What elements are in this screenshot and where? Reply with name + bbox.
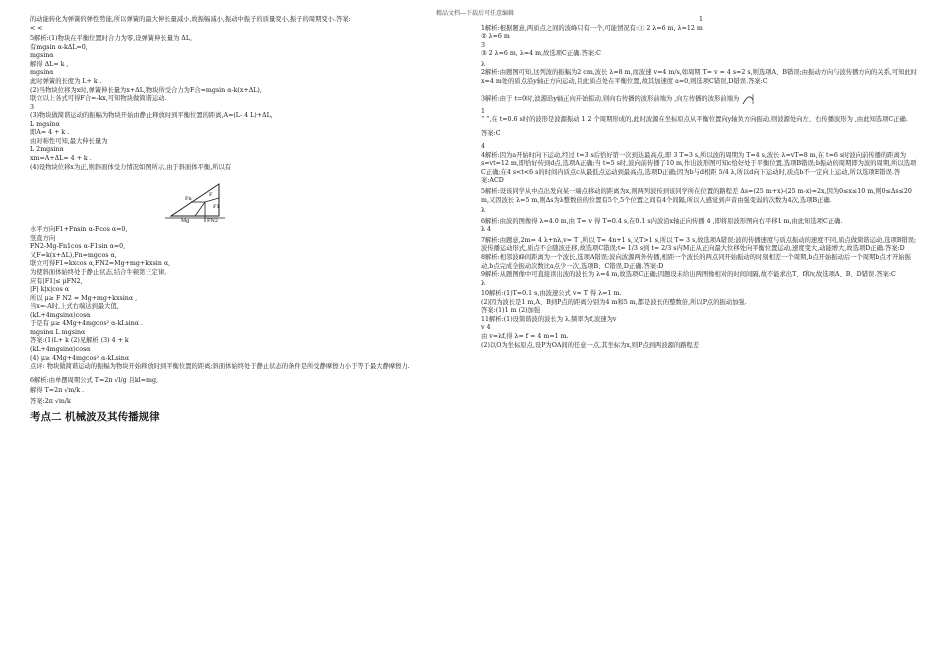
text-line: 有mgsin α-kΔL=0, — [30, 43, 88, 51]
text-line: 竖直方向 — [30, 234, 56, 242]
label-fn: Fn — [185, 196, 192, 203]
text-span: 3解析:由于 t=0时,波源沿y轴正向开始振动,则向右传播的波形前端为 ,向左传播的波形前端为 — [481, 95, 740, 102]
section-title: 考点二 机械波及其传播规律 — [30, 411, 160, 424]
text-line: 解得 ΔL= k , — [30, 60, 69, 68]
text-line: (2)以O为坐标原点,设P为OA间的任意一点,其坐标为x,则P点到两波源的路程差 — [481, 341, 700, 349]
text-line: (3)物块做简谐运动的振幅为物块开始由静止释放时到平衡位置的距离,A=(L- 4 L)+ΔL, — [30, 112, 273, 120]
text-line: 于是有 μ≥ 4Mg+4mgcos² α-kLsinα . — [30, 320, 144, 328]
text-line: 7解析:由题意,2m= 4 λ+nλ,v= T ,所以 T= 4n+1 s,又T>1 s,所以 T= 3 s,故选项A错误;波的传播速度与质点振动的速度不同,质点做简谐运动,选项B错误;波传播运动形式,质点不会随波迁移,故选项C错误;t= 1/3 s到 t= 2/3 s内M正从正向最大位移处向平衡位置运动,速度变大,动能增大,故选项D正确.答案:D — [481, 236, 917, 253]
text-line: (4) μ≥ 4Mg+4mgcos² α-kLsinα — [30, 354, 130, 362]
text-line: 为使斜面体始终处于静止状态,结合牛顿第三定律, — [30, 268, 167, 276]
text-line: 5解析:(1)物块在平衡位置时合力为零,设弹簧伸长量为 ΔL, — [30, 35, 193, 43]
text-line: FN2-Mg-Fn1cos α-F1sin α=0, — [30, 243, 126, 251]
text-line: 答案:2π √m/k — [30, 397, 71, 405]
text-line: 即A= 4 + k . — [30, 129, 70, 137]
wave-front-right-figure — [741, 92, 763, 106]
text-line: λ 4 — [481, 226, 491, 234]
force-diagram — [30, 172, 462, 226]
text-line: 由对称性可知,最大伸长量为 — [30, 137, 108, 145]
text-line: 5解析:设该同学从中点出发向某一端点移动的距离为x,则两列波传到该同学所在位置的路程差 Δs=(25 m+x)-(25 m-x)=2x,因为0≤x≤10 m,则0≤Δs≤20 m,又因波长 λ=5 m,则Δs为λ整数倍的位置有5个,5个位置之间有4个间隔,所以人感觉到声音由强变弱的次数为4次,选项B正确. — [481, 188, 912, 204]
text-line: 点评: 物块做简谐运动的振幅为物块开始释放时到平衡位置的距离;斜面体始终处于静止状态的条件是所受静摩擦力小于等于最大静摩擦力. — [30, 363, 410, 371]
text-line: mgsinα — [30, 52, 54, 60]
text-line: L mgsinα — [30, 120, 60, 128]
text-line: 水平方向F1+Fnsin α-Fcos α=0, — [30, 226, 128, 234]
text-line: 3 — [30, 103, 35, 111]
text-line: 答案:(1)1 m (2)加强 — [481, 307, 541, 315]
text-line: 6解析:由单摆周期公式 T=2π √l/g 且kl=mg, — [30, 376, 159, 384]
text-line: 答案:C — [481, 129, 501, 137]
text-line: 3 — [481, 41, 486, 49]
text-line: 由 v=λf,得 λ= f = 4 m=1 m. — [481, 333, 569, 340]
text-line: “ ”,在 t=0.6 s时的波形是波源振动 1 2 个周期形成的,此时波源在坐标原点从平衡位置向y轴负方向振动,则波源处向左、右传播波形为 ,由此知选项C正确. — [481, 116, 908, 124]
text-line: 当x=-A时,上式右端达到最大值, — [30, 303, 119, 311]
text-line: (2)当物块位移为x时,弹簧伸长量为x+ΔL,物块所受合力为F合=mgsin α-k(x+ΔL), — [30, 86, 262, 94]
text-line: 又F=k(x+ΔL),Fn=mgcos α, — [30, 251, 117, 259]
incline-figure — [165, 174, 225, 224]
text-line: 4解析:因为a开始时向下运动,经过 t=3 s后恰好第一次到达最高点,即 3 T=3 s,所以波的周期为 T=4 s,波长 λ=vT=8 m,在 t=6 s时波向前传播的距离为 s=vt=12 m,即恰好传到d点,选项A正确;当 t=5 s时,波向前传播了10 m,作出波形图可知c恰好处于平衡位置,选项B错误;b振动的周期即为波的周期,所以选项C正确;在4 s<t<6 s的时间内质点c从最低点运动到最高点,选项D正确;因为b与d相距 5/4 λ,所以d向下运动时,质点b不一定向上运动,所以选项E错误.答案:ACD — [481, 151, 917, 185]
text-line: 4 — [481, 143, 486, 151]
right-column — [481, 16, 921, 350]
text-line: (kL+4mgsinα)cosα — [30, 311, 91, 319]
text-line: 此时弹簧的长度为 L+ k . — [30, 77, 102, 85]
text-line: λ — [481, 279, 485, 287]
text-line: 解得 T=2π √m/k . — [30, 387, 85, 395]
text-line: ③ 2 λ=6 m, λ=4 m,故选项C正确.答案:C — [481, 50, 601, 58]
text-line: (2)因为波长是1 m,A、B到P点的距离分别为4 m和5 m,都是波长的整数倍,所以P点的振动加强. — [481, 298, 747, 306]
text-line: 2解析:由题图可知,这列波的振幅为2 cm,波长 λ=8 m,而波速 v=4 m/s,如周期 T= v = 4 s=2 s,则选项A、B错误;由振动方向与波传播方向的关系,可知此时 x=4 m处的质点沿y轴正方向运动,且此质点处在平衡位置,故其加速度 a=0,则选项C错误,D错误.答案:C — [481, 69, 918, 85]
text-line: L 2mgsinα — [30, 146, 64, 154]
text-line: 11解析:(1)设简谐波的波长为 λ,频率为f,波速为v — [481, 315, 617, 323]
page-header: 精品文档---下载后可任意编辑 — [435, 10, 515, 17]
text-line: λ — [481, 60, 485, 68]
text-line: 1 — [698, 16, 703, 23]
text-line: xm=A+ΔL= 4 + k . — [30, 155, 92, 162]
text-line: 答案:(1)L+ k (2)见解析 (3) 4 + k — [30, 337, 129, 345]
text-line: 10解析:(1)T=0.1 s,由波速公式 v= T 得 λ=1 m. — [481, 290, 622, 298]
text-line: 6解析:由波的图像得 λ=4.0 m,由 T= v 得 T=0.4 s,在0.1 s内波沿x轴正向传播 4 ,即将原波形图向右平移1 m,由此知选项C正确. — [481, 217, 843, 225]
text-line: 所以 μ≥ F N2 = Mg+mg+kxsinα , — [30, 294, 138, 302]
text-line: 1 — [481, 107, 486, 115]
text-line: 8解析:相邻波峰间距离为一个波长,选项A错误;波向波源两外传播,相距一个波长的两点同开始振动的时刻相差一个周期,b点开始振动后一个周期b点才开始振动,b点完成全振动次数比a点少一次,选项B、C错误,D正确.答案:D — [481, 253, 911, 270]
text-line: mgsinα — [30, 69, 54, 77]
text-line: 联立可得F1=kxcos α,FN2=Mg+mg+kxsin α, — [30, 260, 171, 268]
text-line: ② λ=6 m — [481, 33, 510, 41]
label-f1: F1 — [213, 204, 220, 211]
text-line: 1解析:根据题意,两质点之间的波峰只有一个,可能情况有:① 2 λ=6 m, λ=12 m — [481, 24, 703, 32]
label-f: F — [209, 192, 213, 199]
text-line: mgsinα L mgsinα — [30, 328, 86, 336]
text-line: < < — [30, 24, 43, 32]
text-line: (4)设物块位移x为正,则斜面体受力情况如图所示,由于斜面体平衡,所以有 — [30, 163, 232, 171]
text-line: |F| k|x|cos α — [30, 286, 70, 294]
left-column — [30, 16, 462, 425]
text-line: (kL+4mgsinα)cosα — [30, 346, 91, 353]
text-line: 的动能转化为弹簧的弹性势能,所以弹簧的最大伸长量减小,故振幅减小,振动中振子的质量变小,振子的周期变小.答案: — [30, 16, 351, 23]
label-mg: Mg — [181, 218, 190, 225]
text-line: v 4 — [481, 324, 491, 332]
text-line: λ — [481, 207, 485, 215]
text-line — [481, 92, 921, 106]
label-fn2: FN2 — [207, 218, 219, 225]
text-line: 联立以上各式可得F合=-kx,可知物块做简谐运动. — [30, 95, 167, 103]
text-line: 9解析:从题图像中可直接读出波的波长为 λ=4 m,故选项C正确;因题设未给出两图像相对的时间间隔,故不能求出T、f和v,故选项A、B、D错误.答案:C — [481, 271, 896, 279]
text-line: 应有|F1|≤ μFN2, — [30, 277, 83, 285]
